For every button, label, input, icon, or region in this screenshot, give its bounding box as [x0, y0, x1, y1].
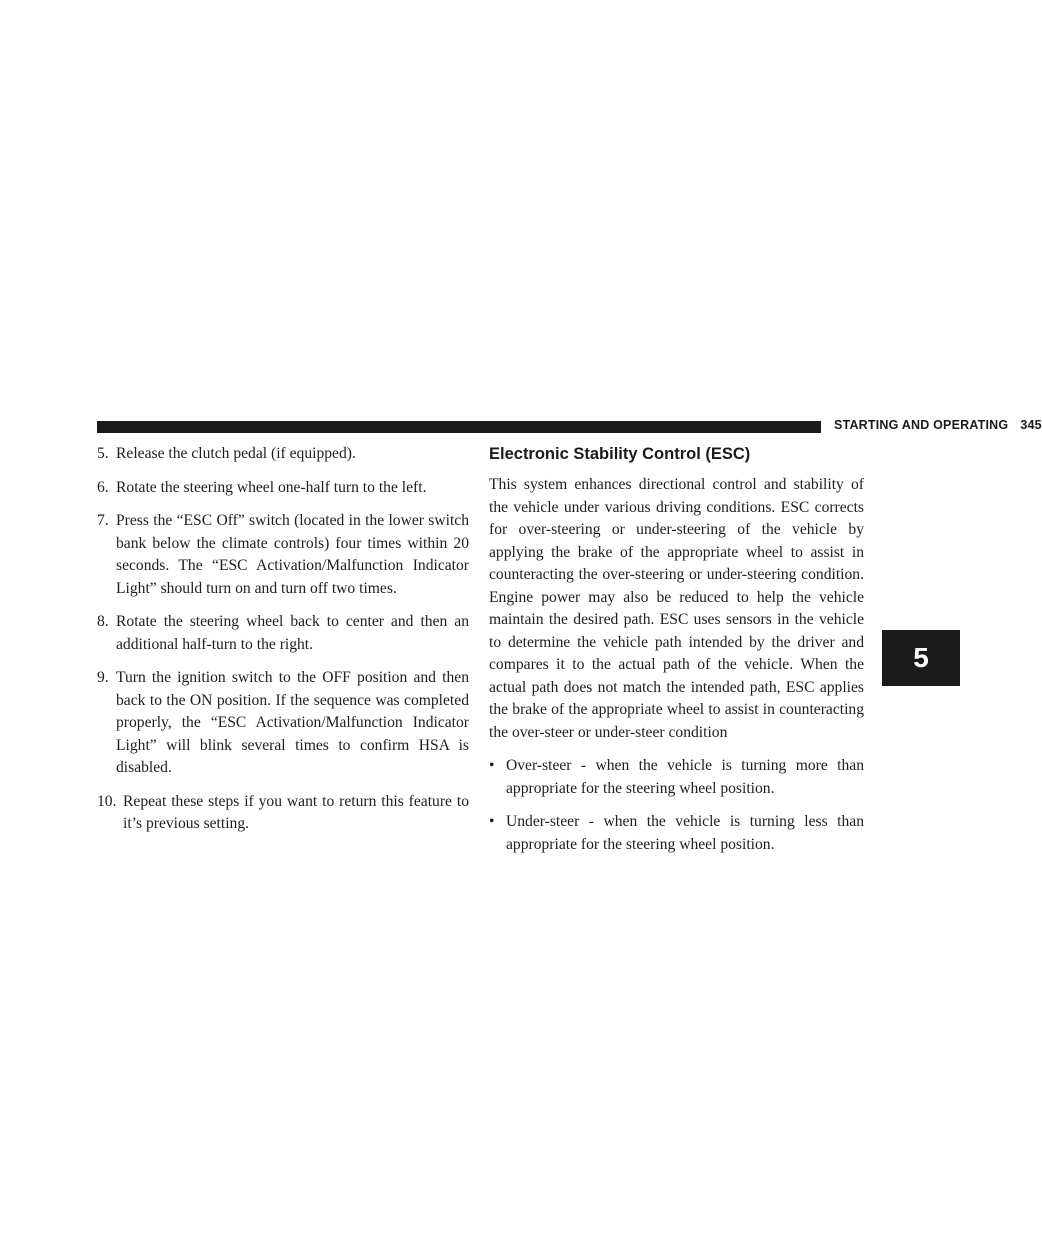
- bullet-over-steer: [489, 755, 864, 800]
- step-6: [97, 477, 469, 500]
- bullet-text: Under-steer - when the vehicle is turning less than appropriate for the steering wheel position.: [506, 813, 864, 853]
- step-5: [97, 443, 469, 466]
- step-9: [97, 667, 469, 780]
- header-rule: [97, 421, 821, 433]
- procedure-steps: [97, 443, 469, 836]
- bullet-icon: •: [489, 813, 495, 830]
- step-text: Rotate the steering wheel one-half turn to the left.: [116, 478, 427, 496]
- step-number: 6.: [97, 478, 109, 496]
- step-text: Release the clutch pedal (if equipped).: [116, 445, 356, 462]
- page-number: 345: [1020, 418, 1042, 432]
- step-8: [97, 611, 469, 656]
- left-column: [97, 443, 469, 847]
- esc-bullet-list: [489, 755, 864, 856]
- right-column: [489, 443, 864, 867]
- step-number: 5.: [97, 445, 109, 462]
- bullet-under-steer: [489, 811, 864, 856]
- header-section-title: STARTING AND OPERATING: [834, 418, 1009, 432]
- chapter-tab: 5: [882, 630, 960, 686]
- esc-section-title: Electronic Stability Control (ESC): [489, 445, 751, 463]
- step-number: 10.: [97, 792, 117, 810]
- step-10: [97, 791, 469, 836]
- bullet-icon: •: [489, 757, 495, 774]
- step-number: 7.: [97, 512, 109, 529]
- step-number: 9.: [97, 669, 109, 686]
- step-text: Repeat these steps if you want to return this feature to it’s previous setting.: [123, 792, 469, 832]
- step-7: [97, 510, 469, 600]
- step-text: Rotate the steering wheel back to center and then an additional half-turn to the right.: [116, 613, 469, 653]
- bullet-text: Over-steer - when the vehicle is turning more than appropriate for the steering wheel position.: [506, 757, 864, 797]
- esc-section-body: This system enhances directional control and stability of the vehicle under various driving conditions. ESC corrects for over-steering or under-steering of the vehicle by applying the brake of the appropriate wheel to assist in counteracting the over-steering or under-steering condition. Engine power may also be reduced to help the vehicle maintain the desired path. ESC uses sensors in the vehicle to determine the vehicle path intended by the driver and compares it to the actual path of the vehicle. When the actual path does not match the intended path, ESC applies the brake of the appropriate wheel to assist in counteracting the over-steer or under-steer condition: [489, 476, 864, 741]
- step-text: Turn the ignition switch to the OFF position and then back to the ON position. If the sequence was completed properly, the “ESC Activation/Malfunction Indicator Light” will blink several times to confirm HSA is disabled.: [116, 669, 469, 776]
- step-number: 8.: [97, 613, 109, 630]
- page-header: [834, 418, 1042, 436]
- step-text: Press the “ESC Off” switch (located in the lower switch bank below the climate controls) four times within 20 seconds. The “ESC Activation/Malfunction Indicator Light” should turn on and turn off two times.: [116, 512, 469, 597]
